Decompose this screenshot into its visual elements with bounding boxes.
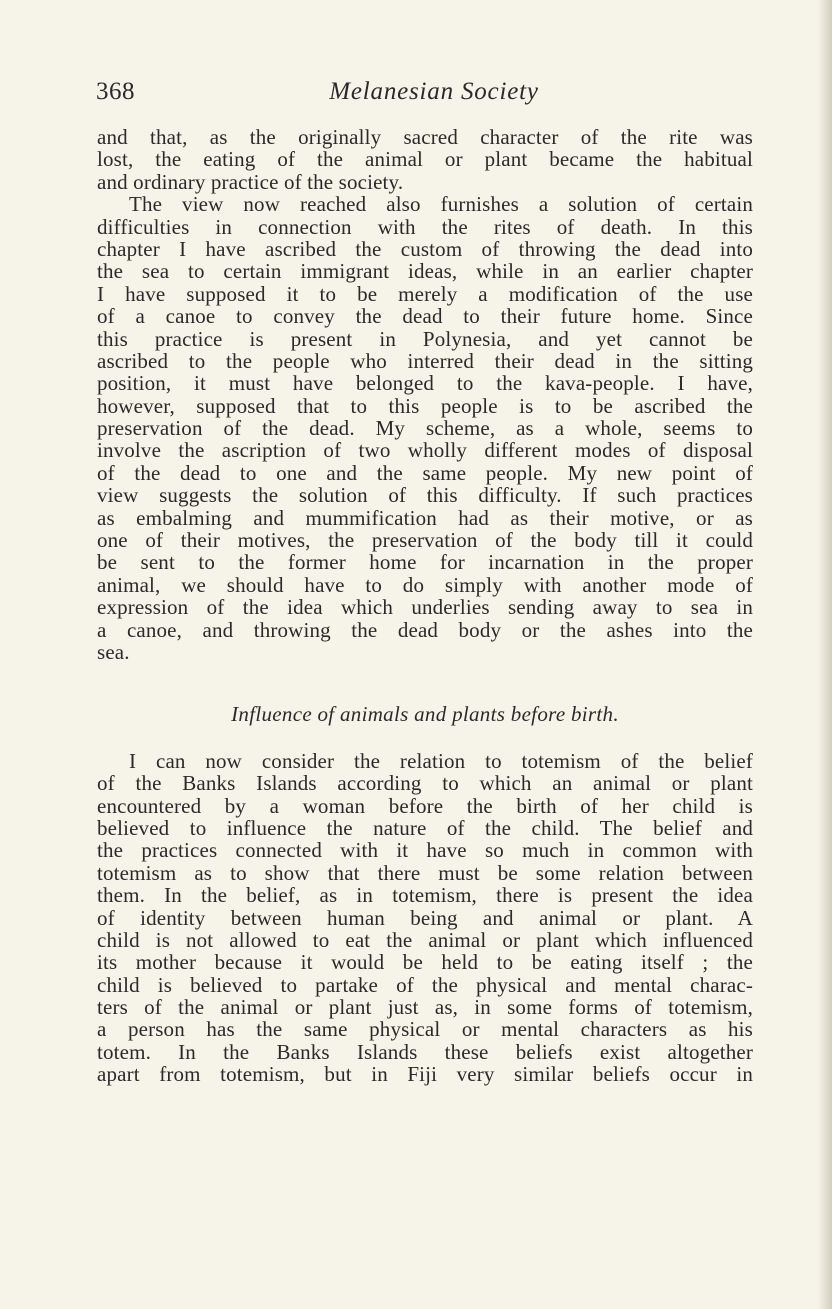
text-line: view suggests the solution of this difficulty. If such practices xyxy=(97,483,753,508)
text-line: sea. xyxy=(97,639,130,664)
text-line: totemism as to show that there must be some relation between xyxy=(97,860,753,885)
page-edge-shadow xyxy=(818,0,832,1309)
text-line: one of their motives, the preservation of the body till it could xyxy=(97,528,753,553)
text-line: as embalming and mummification had as their motive, or as xyxy=(97,505,753,530)
paragraph-2 xyxy=(97,193,753,663)
text-line: the sea to certain immigrant ideas, while in an earlier chapter xyxy=(97,259,753,284)
text-line: I have supposed it to be merely a modification of the use xyxy=(97,281,753,306)
text-line: and that, as the originally sacred character of the rite was xyxy=(97,125,753,149)
text-line: encountered by a woman before the birth of her child is xyxy=(97,793,753,818)
text-line: of identity between human being and animal or plant. A xyxy=(97,905,753,930)
text-line: a person has the same physical or mental characters as his xyxy=(97,1017,753,1042)
text-line: totem. In the Banks Islands these beliefs exist altogether xyxy=(97,1039,753,1064)
text-line: difficulties in connection with the rites of death. In this xyxy=(97,214,753,239)
text-line: its mother because it would be held to be eating itself ; the xyxy=(97,950,753,975)
text-line: of the Banks Islands according to which an animal or plant xyxy=(97,771,753,796)
text-line: lost, the eating of the animal or plant became the habitual xyxy=(97,147,753,172)
body-text xyxy=(97,126,753,1086)
text-line: I can now consider the relation to totemism of the belief xyxy=(129,748,753,773)
text-line: a canoe, and throwing the dead body or the ashes into the xyxy=(97,617,753,642)
text-line: expression of the idea which underlies sending away to sea in xyxy=(97,595,753,620)
text-line: this practice is present in Polynesia, and yet cannot be xyxy=(97,326,753,351)
text-line: of the dead to one and the same people. My new point of xyxy=(97,460,753,485)
text-line: preservation of the dead. My scheme, as a whole, seems to xyxy=(97,416,753,441)
section-heading: Influence of animals and plants before birth. xyxy=(231,702,619,727)
text-line: child is believed to partake of the physical and mental charac- xyxy=(97,972,753,997)
text-line: believed to influence the nature of the child. The belief and xyxy=(97,815,753,840)
text-line: apart from totemism, but in Fiji very similar beliefs occur in xyxy=(97,1062,753,1087)
text-line: involve the ascription of two wholly different modes of disposal xyxy=(97,438,753,463)
paragraph-1 xyxy=(97,126,753,193)
text-line: the practices connected with it have so much in common with xyxy=(97,838,753,863)
text-line: animal, we should have to do simply with another mode of xyxy=(97,572,753,597)
text-line: ters of the animal or plant just as, in some forms of totemism, xyxy=(97,995,753,1020)
text-line: however, supposed that to this people is to be ascribed the xyxy=(97,393,753,418)
text-line: position, it must have belonged to the kava-people. I have, xyxy=(97,371,753,396)
text-line: of a canoe to convey the dead to their future home. Since xyxy=(97,304,753,329)
paragraph-3 xyxy=(97,750,753,1086)
text-line: chapter I have ascribed the custom of throwing the dead into xyxy=(97,236,753,261)
page-number: 368 xyxy=(96,78,135,105)
running-title: Melanesian Society xyxy=(329,78,539,105)
text-line: The view now reached also furnishes a solution of certain xyxy=(129,192,753,217)
text-line: and ordinary practice of the society. xyxy=(97,169,404,194)
text-line: them. In the belief, as in totemism, there is present the idea xyxy=(97,883,753,908)
text-line: child is not allowed to eat the animal or plant which influenced xyxy=(97,927,753,952)
text-line: ascribed to the people who interred their dead in the sitting xyxy=(97,348,753,373)
running-header xyxy=(96,78,752,112)
text-line: be sent to the former home for incarnation in the proper xyxy=(97,550,753,575)
